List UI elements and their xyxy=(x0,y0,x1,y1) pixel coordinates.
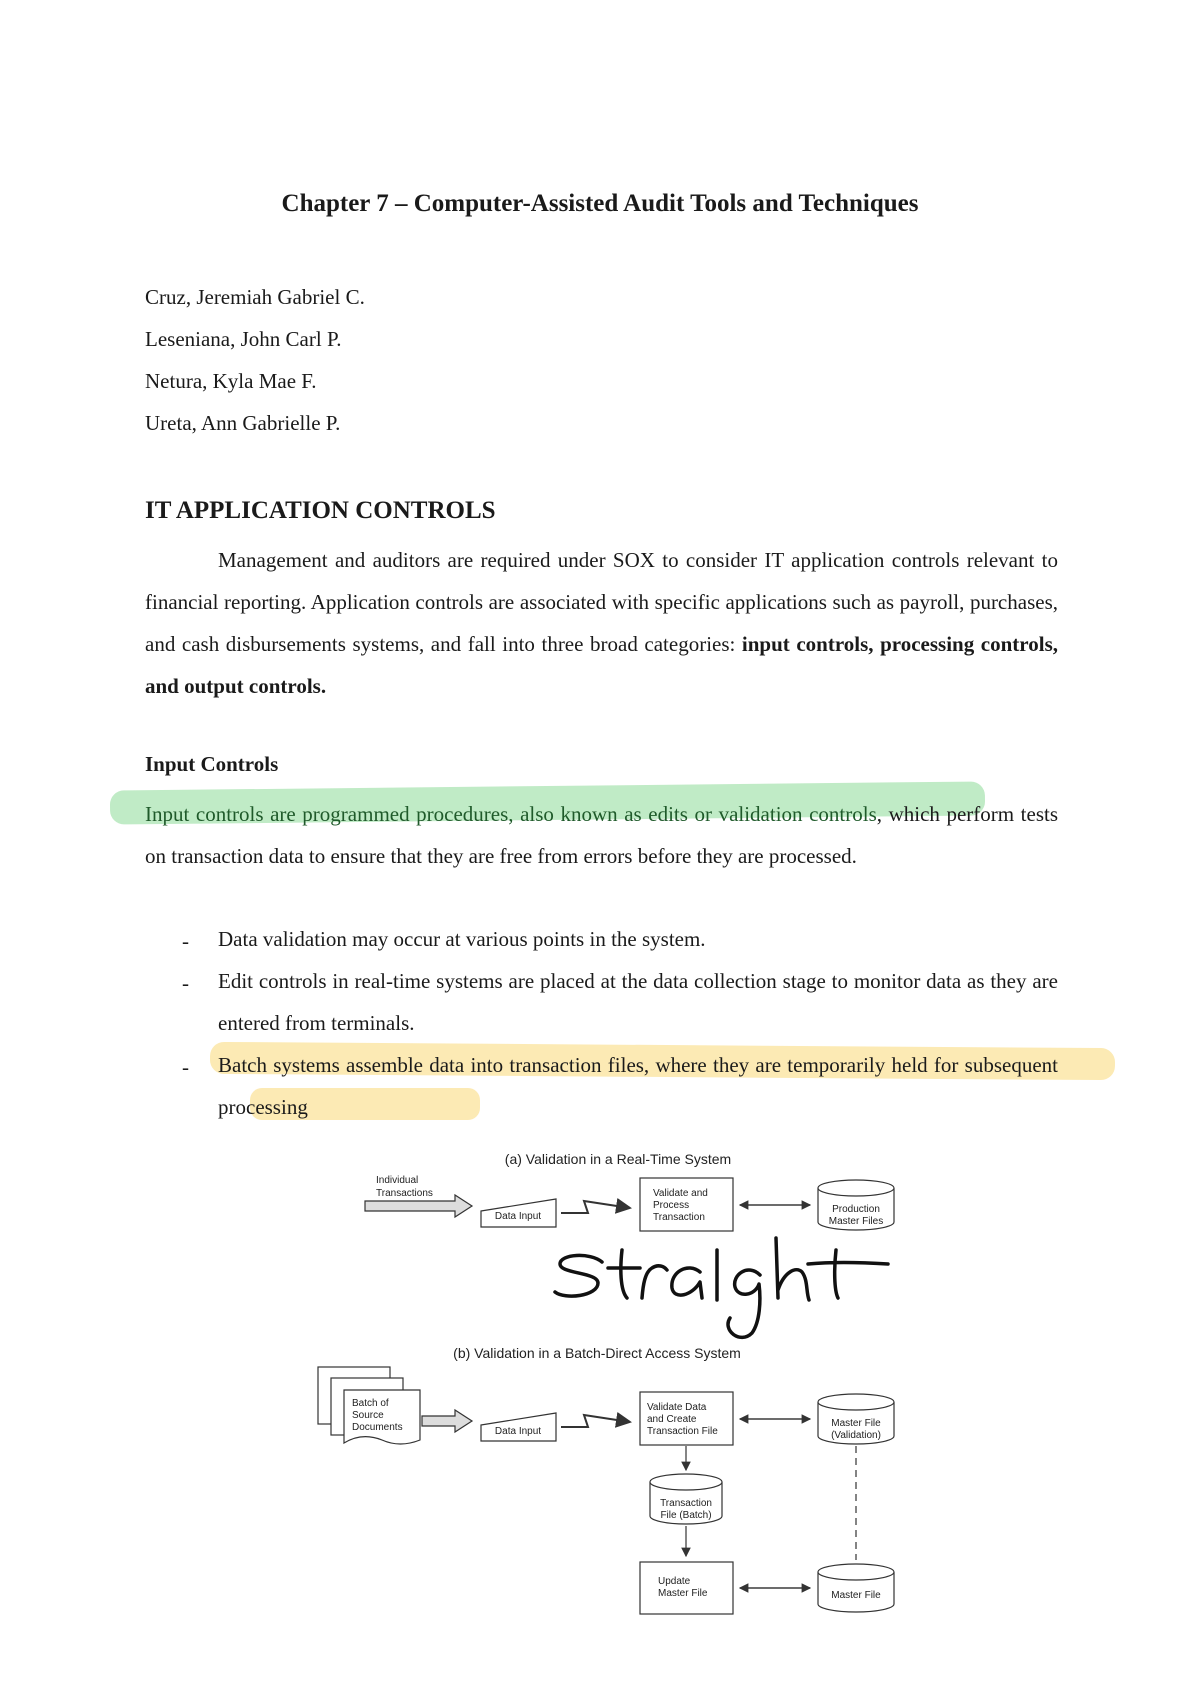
transaction-file-top xyxy=(650,1474,722,1490)
a-validate-1: Validate and xyxy=(653,1188,708,1199)
bullet-dash-1: - xyxy=(182,929,189,953)
author-4: Ureta, Ann Gabrielle P. xyxy=(145,411,341,435)
individual-label-2: Transactions xyxy=(376,1188,433,1199)
highlighted-definition: Input controls are programmed procedures, also known as edits or validation controls xyxy=(145,802,877,826)
b-batch-2: Source xyxy=(352,1410,384,1421)
b-update-2: Master File xyxy=(658,1588,708,1599)
input-para-rest: , which perform tests on transaction data to ensure that they are free from errors before they are processed. xyxy=(145,802,1058,868)
bullet-text-2: Edit controls in real-time systems are placed at the data collection stage to monitor data as they are entered from terminals. xyxy=(218,969,1058,1035)
figure-b-title: (b) Validation in a Batch-Direct Access System xyxy=(453,1345,741,1361)
a-data-input-label: Data Input xyxy=(494,1211,542,1222)
batch-arrow xyxy=(422,1410,472,1432)
individual-label-1: Individual xyxy=(376,1175,419,1186)
bullet-dash-2: - xyxy=(182,971,189,995)
b-validate-3: Transaction File xyxy=(647,1426,718,1437)
b-transaction-1: Transaction xyxy=(660,1498,712,1509)
section-heading: IT APPLICATION CONTROLS xyxy=(145,497,496,524)
b-validate-1: Validate Data xyxy=(647,1402,707,1413)
intro-paragraph xyxy=(145,539,1058,707)
document-title: Chapter 7 – Computer-Assisted Audit Tools and Techniques xyxy=(281,190,919,217)
bullet-dash-3: - xyxy=(182,1055,189,1079)
b-data-input-label: Data Input xyxy=(494,1426,542,1437)
author-3: Netura, Kyla Mae F. xyxy=(145,369,317,393)
intro-bold: input controls, processing controls, and output controls. xyxy=(145,632,1058,698)
a-validate-2: Process xyxy=(653,1200,690,1211)
author-1: Cruz, Jeremiah Gabriel C. xyxy=(145,285,365,309)
master-file-top xyxy=(818,1564,894,1580)
b-master-validation-2: (Validation) xyxy=(831,1430,881,1441)
b-update-1: Update xyxy=(658,1576,691,1587)
handwritten-note-straight xyxy=(555,1238,888,1337)
a-production-1: Production xyxy=(832,1204,880,1215)
bullet-text-1: Data validation may occur at various points in the system. xyxy=(218,927,706,951)
input-controls-heading: Input Controls xyxy=(145,752,279,776)
validation-diagram xyxy=(0,1140,1200,1620)
b-comm-link xyxy=(561,1415,630,1427)
b-batch-1: Batch of xyxy=(352,1398,389,1409)
intro-text: Management and auditors are required under SOX to consider IT application controls relevant to financial reporting. Application controls are associated with specific applications such as payroll, purchases, and cash disbursements systems, and fall into three broad categories: xyxy=(145,548,1058,656)
b-transaction-2: File (Batch) xyxy=(660,1510,712,1521)
bullet-text-3: Batch systems assemble data into transaction files, where they are temporarily held for subsequent processing xyxy=(218,1053,1058,1119)
a-production-2: Master Files xyxy=(828,1216,884,1227)
a-comm-link xyxy=(561,1201,630,1213)
b-master-validation-top xyxy=(818,1394,894,1410)
figure-a-title: (a) Validation in a Real-Time System xyxy=(504,1151,732,1167)
a-production-cylinder-top xyxy=(818,1180,894,1196)
b-batch-3: Documents xyxy=(352,1422,403,1433)
author-2: Leseniana, John Carl P. xyxy=(145,327,342,351)
a-validate-3: Transaction xyxy=(653,1212,705,1223)
b-master-file: Master File xyxy=(831,1590,881,1601)
input-controls-paragraph xyxy=(145,793,1058,877)
b-validate-2: and Create xyxy=(647,1414,697,1425)
b-master-validation-1: Master File xyxy=(831,1418,881,1429)
